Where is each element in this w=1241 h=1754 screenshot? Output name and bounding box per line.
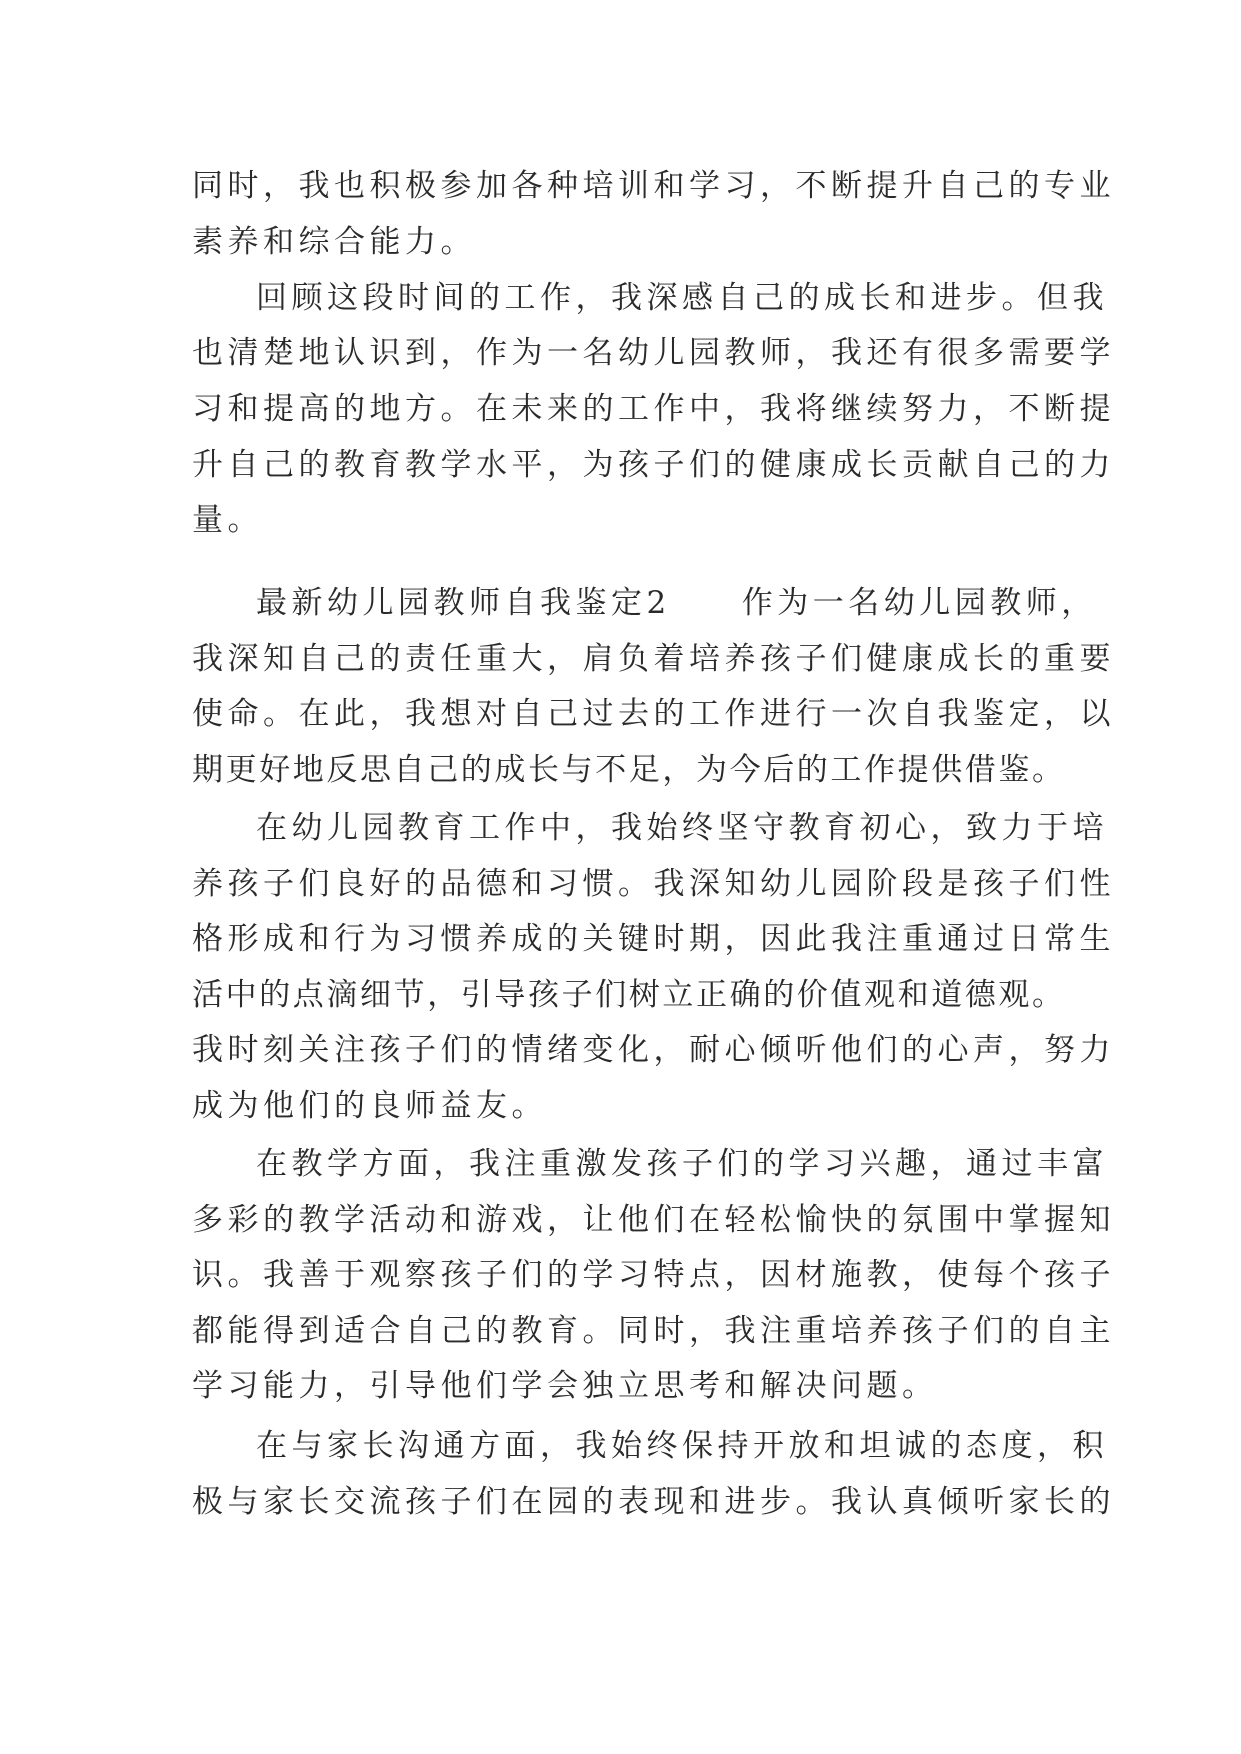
text-line: 多彩的教学活动和游戏，让他们在轻松愉快的氛围中掌握知	[192, 1202, 1115, 1238]
text-line: 识。我善于观察孩子们的学习特点，因材施教，使每个孩子	[192, 1257, 1115, 1293]
text-line: 在幼儿园教育工作中，我始终坚守教育初心，致力于培	[256, 810, 1108, 846]
text-line: 使命。在此，我想对自己过去的工作进行一次自我鉴定，以	[192, 696, 1115, 732]
text-line: 活中的点滴细节，引导孩子们树立正确的价值观和道德观。	[192, 977, 1066, 1013]
text-line: 同时，我也积极参加各种培训和学习，不断提升自己的专业	[192, 168, 1115, 204]
text-line: 格形成和行为习惯养成的关键时期，因此我注重通过日常生	[192, 921, 1115, 957]
section-heading-line: 最新幼儿园教师自我鉴定2 作为一名幼儿园教师，	[256, 585, 1097, 621]
text-line: 学习能力，引导他们学会独立思考和解决问题。	[192, 1368, 938, 1404]
text-line: 也清楚地认识到，作为一名幼儿园教师，我还有很多需要学	[192, 335, 1115, 371]
text-line: 我深知自己的责任重大，肩负着培养孩子们健康成长的重要	[192, 641, 1115, 677]
text-line: 都能得到适合自己的教育。同时，我注重培养孩子们的自主	[192, 1313, 1115, 1349]
text-line: 我时刻关注孩子们的情绪变化，耐心倾听他们的心声，努力	[192, 1032, 1115, 1068]
text-line: 素养和综合能力。	[192, 224, 476, 260]
text-line: 升自己的教育教学水平，为孩子们的健康成长贡献自己的力	[192, 447, 1115, 483]
text-line: 养孩子们良好的品德和习惯。我深知幼儿园阶段是孩子们性	[192, 866, 1115, 902]
text-line: 在与家长沟通方面，我始终保持开放和坦诚的态度，积	[256, 1428, 1108, 1464]
text-line: 期更好地反思自己的成长与不足，为今后的工作提供借鉴。	[192, 752, 1066, 788]
text-line: 极与家长交流孩子们在园的表现和进步。我认真倾听家长的	[192, 1484, 1115, 1520]
text-line: 成为他们的良师益友。	[192, 1088, 547, 1124]
text-line: 在教学方面，我注重激发孩子们的学习兴趣，通过丰富	[256, 1146, 1108, 1182]
text-line: 回顾这段时间的工作，我深感自己的成长和进步。但我	[256, 280, 1108, 316]
text-line: 习和提高的地方。在未来的工作中，我将继续努力，不断提	[192, 391, 1115, 427]
text-line: 量。	[192, 502, 263, 538]
